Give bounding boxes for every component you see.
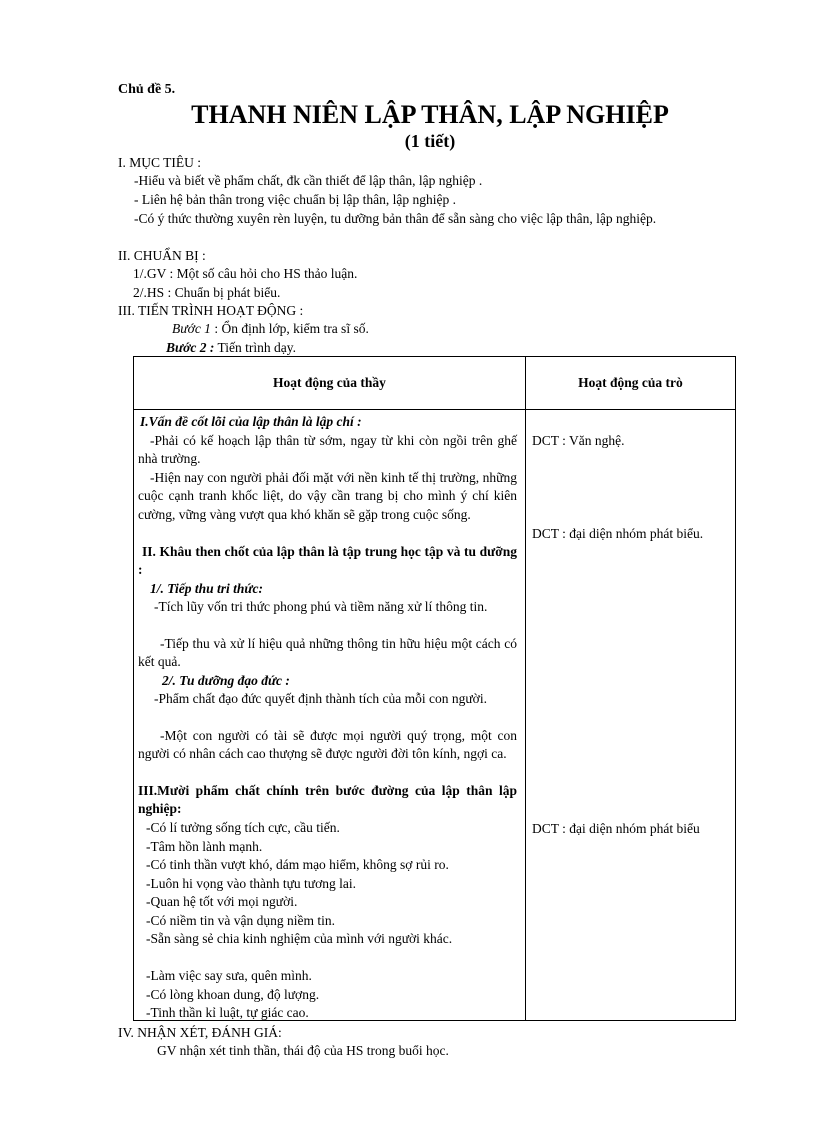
topic-label: Chủ đề 5. [118,82,176,97]
step-2 [166,339,296,357]
lesson-plan-table [133,356,736,1021]
process-heading: III. TIẾN TRÌNH HOẠT ĐỘNG : [118,303,304,318]
teacher-line: -Tinh thần kỉ luật, tự giác cao. [146,1005,309,1020]
evaluation-text: GV nhận xét tinh thần, thái độ của HS trong buổi học. [157,1043,449,1058]
preparation-item: 2/.HS : Chuẩn bị phát biểu. [133,285,281,300]
teacher-line: -Tích lũy vốn tri thức phong phú và tiềm năng xử lí thông tin. [154,599,488,614]
teacher-line: 2/. Tu dưỡng đạo đức : [162,673,290,688]
teacher-line: -Có tinh thần vượt khó, dám mạo hiểm, không sợ rủi ro. [146,857,449,872]
teacher-line: -Quan hệ tốt với mọi người. [146,894,298,909]
evaluation-heading: IV. NHẬN XÉT, ĐÁNH GIÁ: [118,1025,282,1040]
student-line: DCT : đại diện nhóm phát biểu [531,821,700,836]
teacher-line: -Sẵn sàng sẻ chia kinh nghiệm của mình với người khác. [146,931,453,946]
preparation-heading: II. CHUẨN BỊ : [118,248,206,263]
teacher-line: -Hiện nay con người phải đối mặt với nền kinh tế thị trường, những cuộc cạnh tranh khốc liệt, do vậy cần trang bị cho mình ý chí kiên cường, vững vàng vượt qua khó khăn sẽ gặp trong cuộc sống. [138,470,517,522]
objectives-heading: I. MỤC TIÊU : [118,155,201,170]
student-line: DCT : đại diện nhóm phát biểu. [531,526,704,541]
teacher-line: -Làm việc say sưa, quên mình. [146,968,312,983]
teacher-line: III.Mười phẩm chất chính trên bước đường của lập thân lập nghiệp: [138,783,517,817]
teacher-column-header: Hoạt động của thầy [134,357,526,410]
teacher-line: -Có lí tưởng sống tích cực, cầu tiến. [146,820,340,835]
student-line: DCT : Văn nghệ. [531,433,625,448]
teacher-line: -Phải có kế hoạch lập thân từ sớm, ngay từ khi còn ngồi trên ghế nhà trường. [138,433,517,467]
teacher-line: -Tiếp thu và xử lí hiệu quả những thông tin hữu hiệu một cách có kết quả. [138,636,517,670]
step-1 [172,320,369,338]
preparation-item: 1/.GV : Một số câu hỏi cho HS thảo luận. [133,266,358,281]
teacher-line: -Có niềm tin và vận dụng niềm tin. [146,913,335,928]
teacher-line: -Một con người có tài sẽ được mọi người quý trọng, một con người có nhân cách cao thượng sẽ được người đời tôn kính, ngợi ca. [138,728,517,762]
step-2-label: Bước 2 : [166,340,215,355]
student-column-header: Hoạt động của trò [525,357,735,410]
step-1-label: Bước 1 [172,321,211,336]
student-activity-cell [525,410,735,1021]
step-2-text: Tiến trình dạy. [214,340,296,355]
page-subtitle: (1 tiết) [404,131,456,151]
teacher-line: -Có lòng khoan dung, độ lượng. [146,987,320,1002]
objective-item: - Liên hệ bản thân trong việc chuẩn bị lập thân, lập nghiệp . [134,192,457,207]
teacher-line: I.Vấn đề cốt lõi của lập thân là lập chí : [140,414,362,429]
teacher-line: -Luôn hi vọng vào thành tựu tương lai. [146,876,356,891]
teacher-line: II. Khâu then chốt của lập thân là tập trung học tập và tu dưỡng : [138,544,517,578]
teacher-line: -Tâm hồn lành mạnh. [146,839,263,854]
objective-item: -Hiểu và biết về phẩm chất, đk cần thiết để lập thân, lập nghiệp . [134,173,483,188]
step-1-text: : Ổn định lớp, kiểm tra sĩ số. [210,321,369,336]
teacher-line: -Phẩm chất đạo đức quyết định thành tích của mỗi con người. [154,691,487,706]
teacher-line: 1/. Tiếp thu tri thức: [150,581,263,596]
page-title: THANH NIÊN LẬP THÂN, LẬP NGHIỆP [191,100,669,129]
teacher-activity-cell [134,410,526,1021]
objective-item: -Có ý thức thường xuyên rèn luyện, tu dưỡng bản thân để sẵn sàng cho việc lập thân, lập nghiệp. [134,211,657,226]
